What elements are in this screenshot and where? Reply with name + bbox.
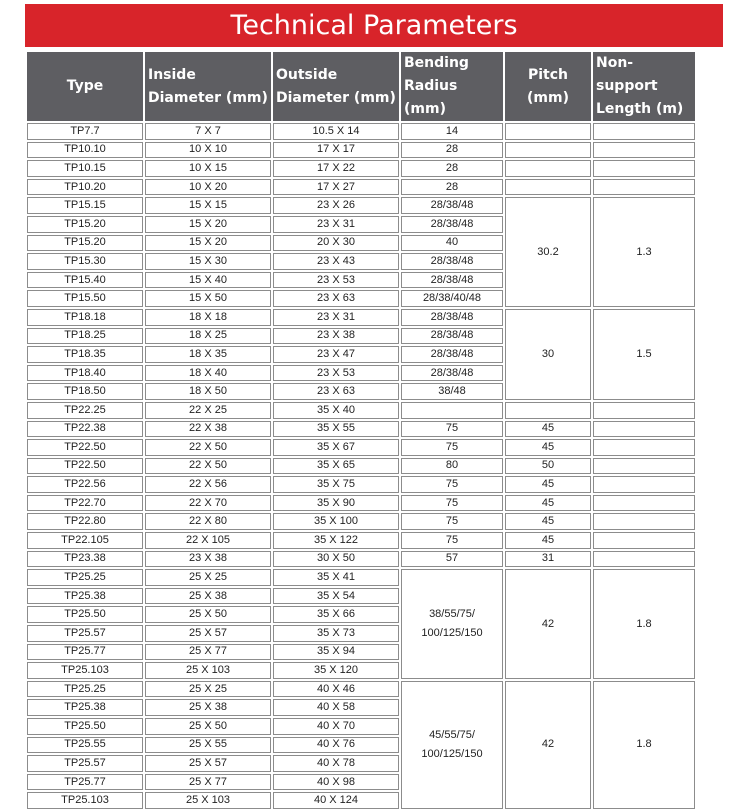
cell-outside: 17 X 17 [273, 142, 399, 159]
cell-type: TP22.70 [27, 495, 143, 512]
cell-pitch [505, 160, 591, 177]
cell-bending: 28 [401, 179, 503, 196]
cell-type: TP25.57 [27, 755, 143, 772]
cell-inside: 25 X 77 [145, 644, 271, 661]
cell-type: TP25.50 [27, 606, 143, 623]
cell-pitch: 45 [505, 532, 591, 549]
cell-outside: 35 X 67 [273, 439, 399, 456]
cell-type: TP15.20 [27, 216, 143, 233]
cell-pitch [505, 179, 591, 196]
table-row [27, 142, 695, 159]
technical-parameters-table [25, 50, 697, 811]
cell-bending: 28/38/48 [401, 328, 503, 345]
cell-bending-group-tp25a: 38/55/75/ 100/125/150 [401, 569, 503, 679]
cell-inside: 22 X 56 [145, 476, 271, 493]
cell-type: TP10.15 [27, 160, 143, 177]
cell-pitch: 45 [505, 513, 591, 530]
cell-outside: 23 X 43 [273, 253, 399, 270]
cell-outside: 30 X 50 [273, 551, 399, 568]
cell-inside: 25 X 103 [145, 662, 271, 679]
cell-type: TP25.38 [27, 588, 143, 605]
cell-outside: 23 X 63 [273, 290, 399, 307]
table-row [27, 160, 695, 177]
cell-outside: 35 X 65 [273, 458, 399, 475]
cell-inside: 10 X 10 [145, 142, 271, 159]
table-row [27, 551, 695, 568]
cell-type: TP25.77 [27, 644, 143, 661]
cell-length-group-tp18: 1.5 [593, 309, 695, 400]
cell-outside: 20 X 30 [273, 235, 399, 252]
cell-type: TP18.35 [27, 346, 143, 363]
cell-type: TP25.50 [27, 718, 143, 735]
cell-outside: 40 X 46 [273, 681, 399, 698]
cell-length-group-tp25b: 1.8 [593, 681, 695, 809]
table-row [27, 402, 695, 419]
header-type: Type [27, 52, 143, 121]
table-row [27, 495, 695, 512]
cell-bending: 28/38/48 [401, 253, 503, 270]
cell-type: TP25.25 [27, 681, 143, 698]
cell-inside: 15 X 20 [145, 235, 271, 252]
cell-outside: 17 X 22 [273, 160, 399, 177]
cell-type: TP15.15 [27, 197, 143, 214]
cell-bending: 28/38/48 [401, 309, 503, 326]
cell-pitch [505, 123, 591, 140]
cell-type: TP22.105 [27, 532, 143, 549]
header-bending-radius: Bending Radius (mm) [401, 52, 503, 121]
cell-bending: 75 [401, 439, 503, 456]
cell-length [593, 402, 695, 419]
cell-inside: 25 X 57 [145, 625, 271, 642]
header-outside-diameter: Outside Diameter (mm) [273, 52, 399, 121]
page-title: Technical Parameters [25, 4, 723, 47]
cell-bending-group-tp25b: 45/55/75/ 100/125/150 [401, 681, 503, 809]
cell-pitch [505, 402, 591, 419]
cell-inside: 22 X 50 [145, 439, 271, 456]
cell-pitch: 45 [505, 476, 591, 493]
table-row [27, 439, 695, 456]
cell-pitch-group-tp18: 30 [505, 309, 591, 400]
cell-inside: 18 X 40 [145, 365, 271, 382]
cell-length [593, 179, 695, 196]
cell-inside: 25 X 103 [145, 792, 271, 809]
cell-inside: 25 X 57 [145, 755, 271, 772]
cell-inside: 22 X 25 [145, 402, 271, 419]
table-row [27, 309, 695, 326]
cell-inside: 22 X 105 [145, 532, 271, 549]
table-row [27, 421, 695, 438]
table-row [27, 179, 695, 196]
cell-bending: 28 [401, 160, 503, 177]
cell-inside: 15 X 30 [145, 253, 271, 270]
cell-type: TP22.56 [27, 476, 143, 493]
cell-outside: 40 X 58 [273, 699, 399, 716]
cell-length [593, 439, 695, 456]
cell-outside: 40 X 76 [273, 737, 399, 754]
cell-length [593, 476, 695, 493]
cell-pitch-group-tp15: 30.2 [505, 197, 591, 307]
table-row [27, 476, 695, 493]
cell-inside: 15 X 15 [145, 197, 271, 214]
cell-outside: 35 X 55 [273, 421, 399, 438]
cell-type: TP15.30 [27, 253, 143, 270]
cell-inside: 23 X 38 [145, 551, 271, 568]
cell-inside: 25 X 38 [145, 699, 271, 716]
table-row [27, 123, 695, 140]
cell-outside: 23 X 31 [273, 216, 399, 233]
cell-bending: 75 [401, 476, 503, 493]
cell-type: TP10.20 [27, 179, 143, 196]
cell-type: TP25.103 [27, 792, 143, 809]
table-row [27, 681, 695, 698]
cell-length-group-tp15: 1.3 [593, 197, 695, 307]
cell-inside: 22 X 50 [145, 458, 271, 475]
cell-inside: 18 X 18 [145, 309, 271, 326]
header-row [27, 52, 695, 121]
cell-outside: 10.5 X 14 [273, 123, 399, 140]
cell-type: TP25.57 [27, 625, 143, 642]
cell-bending: 28/38/48 [401, 272, 503, 289]
cell-inside: 15 X 50 [145, 290, 271, 307]
cell-bending: 80 [401, 458, 503, 475]
cell-type: TP7.7 [27, 123, 143, 140]
cell-inside: 22 X 70 [145, 495, 271, 512]
cell-pitch-group-tp25b: 42 [505, 681, 591, 809]
cell-bending: 38/48 [401, 383, 503, 400]
cell-inside: 18 X 25 [145, 328, 271, 345]
cell-outside: 35 X 40 [273, 402, 399, 419]
cell-type: TP22.80 [27, 513, 143, 530]
cell-bending: 28 [401, 142, 503, 159]
cell-inside: 7 X 7 [145, 123, 271, 140]
cell-outside: 23 X 53 [273, 365, 399, 382]
cell-outside: 23 X 38 [273, 328, 399, 345]
cell-bending: 75 [401, 532, 503, 549]
cell-bending: 57 [401, 551, 503, 568]
cell-inside: 25 X 50 [145, 606, 271, 623]
cell-type: TP22.38 [27, 421, 143, 438]
cell-inside: 25 X 38 [145, 588, 271, 605]
cell-pitch: 45 [505, 439, 591, 456]
cell-bending: 40 [401, 235, 503, 252]
cell-pitch: 45 [505, 495, 591, 512]
cell-outside: 35 X 90 [273, 495, 399, 512]
cell-bending: 75 [401, 421, 503, 438]
cell-type: TP25.25 [27, 569, 143, 586]
cell-length [593, 421, 695, 438]
table-row [27, 569, 695, 586]
header-inside-diameter: Inside Diameter (mm) [145, 52, 271, 121]
cell-outside: 17 X 27 [273, 179, 399, 196]
header-non-support-length: Non-support Length (m) [593, 52, 695, 121]
cell-bending: 28/38/48 [401, 216, 503, 233]
cell-length [593, 458, 695, 475]
cell-length [593, 123, 695, 140]
cell-bending: 28/38/48 [401, 365, 503, 382]
cell-length [593, 160, 695, 177]
cell-pitch-group-tp25a: 42 [505, 569, 591, 679]
cell-bending: 28/38/40/48 [401, 290, 503, 307]
table-row [27, 197, 695, 214]
cell-outside: 40 X 78 [273, 755, 399, 772]
cell-type: TP25.77 [27, 774, 143, 791]
cell-outside: 40 X 98 [273, 774, 399, 791]
cell-outside: 35 X 54 [273, 588, 399, 605]
cell-outside: 35 X 66 [273, 606, 399, 623]
cell-type: TP10.10 [27, 142, 143, 159]
cell-bending: 14 [401, 123, 503, 140]
cell-outside: 35 X 100 [273, 513, 399, 530]
cell-length [593, 551, 695, 568]
cell-type: TP25.55 [27, 737, 143, 754]
cell-bending [401, 402, 503, 419]
cell-outside: 35 X 73 [273, 625, 399, 642]
table-row [27, 458, 695, 475]
cell-type: TP22.25 [27, 402, 143, 419]
cell-type: TP25.38 [27, 699, 143, 716]
cell-outside: 23 X 31 [273, 309, 399, 326]
cell-type: TP22.50 [27, 439, 143, 456]
cell-type: TP15.20 [27, 235, 143, 252]
cell-type: TP15.50 [27, 290, 143, 307]
cell-type: TP18.40 [27, 365, 143, 382]
cell-inside: 25 X 77 [145, 774, 271, 791]
cell-outside: 40 X 124 [273, 792, 399, 809]
cell-inside: 18 X 50 [145, 383, 271, 400]
cell-inside: 25 X 25 [145, 569, 271, 586]
cell-bending: 28/38/48 [401, 346, 503, 363]
cell-type: TP22.50 [27, 458, 143, 475]
cell-outside: 23 X 63 [273, 383, 399, 400]
header-pitch: Pitch (mm) [505, 52, 591, 121]
cell-length [593, 532, 695, 549]
cell-length [593, 513, 695, 530]
cell-type: TP15.40 [27, 272, 143, 289]
cell-length-group-tp25a: 1.8 [593, 569, 695, 679]
cell-length [593, 142, 695, 159]
cell-pitch [505, 142, 591, 159]
cell-inside: 25 X 50 [145, 718, 271, 735]
cell-inside: 15 X 40 [145, 272, 271, 289]
cell-bending: 75 [401, 513, 503, 530]
cell-outside: 35 X 94 [273, 644, 399, 661]
cell-outside: 35 X 122 [273, 532, 399, 549]
table-row [27, 532, 695, 549]
cell-inside: 22 X 80 [145, 513, 271, 530]
cell-outside: 40 X 70 [273, 718, 399, 735]
cell-inside: 18 X 35 [145, 346, 271, 363]
cell-type: TP23.38 [27, 551, 143, 568]
table-row [27, 513, 695, 530]
cell-inside: 10 X 20 [145, 179, 271, 196]
cell-inside: 15 X 20 [145, 216, 271, 233]
cell-pitch: 50 [505, 458, 591, 475]
cell-inside: 10 X 15 [145, 160, 271, 177]
cell-type: TP18.50 [27, 383, 143, 400]
cell-outside: 35 X 120 [273, 662, 399, 679]
cell-inside: 22 X 38 [145, 421, 271, 438]
cell-bending: 28/38/48 [401, 197, 503, 214]
cell-outside: 35 X 41 [273, 569, 399, 586]
cell-type: TP18.25 [27, 328, 143, 345]
cell-pitch: 31 [505, 551, 591, 568]
cell-inside: 25 X 55 [145, 737, 271, 754]
cell-outside: 23 X 47 [273, 346, 399, 363]
cell-outside: 35 X 75 [273, 476, 399, 493]
cell-inside: 25 X 25 [145, 681, 271, 698]
cell-outside: 23 X 26 [273, 197, 399, 214]
cell-pitch: 45 [505, 421, 591, 438]
cell-length [593, 495, 695, 512]
cell-bending: 75 [401, 495, 503, 512]
cell-type: TP18.18 [27, 309, 143, 326]
cell-type: TP25.103 [27, 662, 143, 679]
cell-outside: 23 X 53 [273, 272, 399, 289]
